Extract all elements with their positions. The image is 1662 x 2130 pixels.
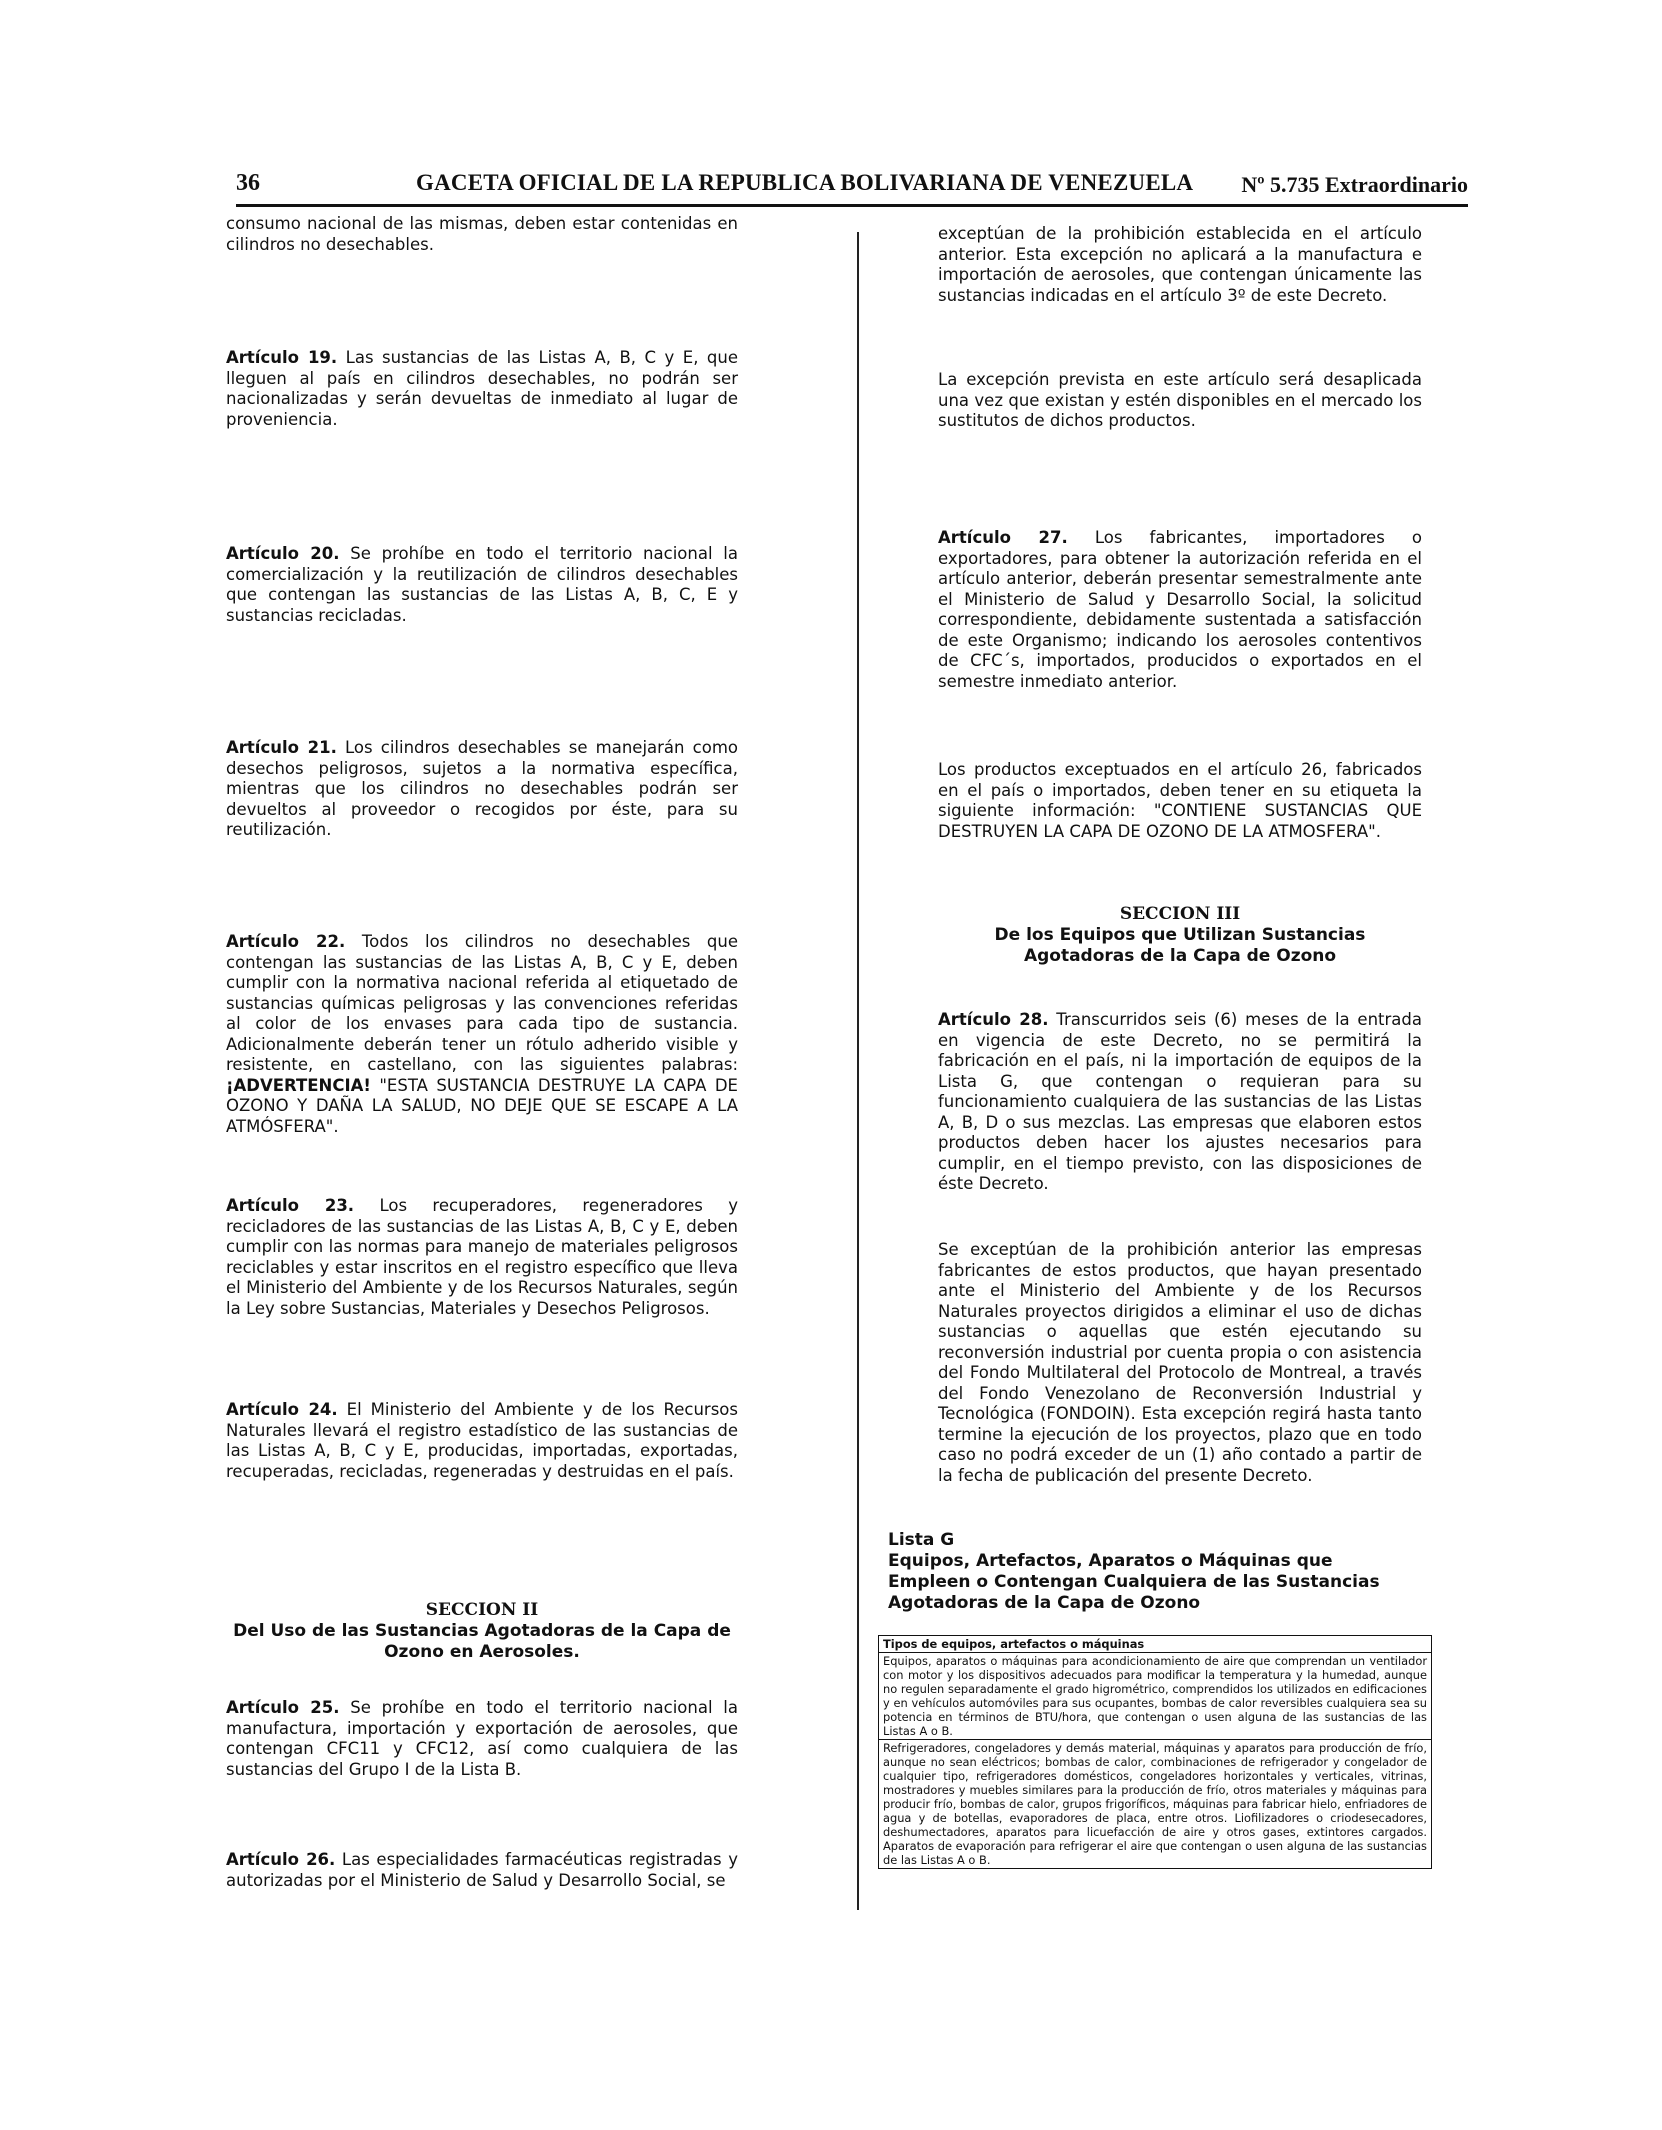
article-label: Artículo 23. (226, 1196, 355, 1215)
article-text: Los recuperadores, regeneradores y recicladores de las sustancias de las Listas A, B, C y E, deben cumplir con las normas para manejo de materiales peligrosos reciclables y estar inscritos en el registro específico que lleva el Ministerio del Ambiente y de los Recursos Naturales, según la Ley sobre Sustancias, Materiales y Desechos Peligrosos. (226, 1196, 738, 1318)
gazette-title: GACETA OFICIAL DE LA REPUBLICA BOLIVARIANA DE VENEZUELA (416, 170, 1194, 195)
article-text: Los fabricantes, importadores o exportadores, para obtener la autorización referida en el artículo anterior, deberán presentar semestralmente ante el Ministerio de Salud y Desarrollo Social, la solicitud correspondiente, debidamente sustentada a satisfacción de este Organismo; indicando los aerosoles contentivos de CFC´s, importados, producidos o exportados en el semestre inmediato anterior. (938, 528, 1422, 691)
continuation-paragraph: consumo nacional de las mismas, deben estar contenidas en cilindros no desechables. (226, 214, 738, 254)
article-20 (226, 544, 738, 626)
table-row: Equipos, aparatos o máquinas para acondicionamiento de aire que comprendan un ventilador con motor y los dispositivos adecuados para modificar la temperatura y la humedad, aunque no regulen separadamente el grado higrométrico, comprendidos los utilizados en edificaciones y en vehículos automóviles para sus ocupantes, bombas de calor reversibles cualquiera sea su potencia en términos de BTU/hora, que contengan o usen alguna de las sustancias de las Listas A o B. (883, 1654, 1427, 1738)
article-text: Las sustancias de las Listas A, B, C y E, que lleguen al país en cilindros desechables, no podrán ser nacionalizadas y serán devueltas de inmediato al lugar de proveniencia. (226, 348, 738, 429)
article-label: Artículo 24. (226, 1400, 338, 1419)
article-text: El Ministerio del Ambiente y de los Recursos Naturales llevará el registro estadístico de las sustancias de las Listas A, B, C y E, producidas, importadas, exportadas, recuperadas, recicladas, regeneradas y destruidas en el país. (226, 1400, 738, 1481)
lista-g-table (878, 1635, 1432, 1869)
article-text: Transcurridos seis (6) meses de la entrada en vigencia de este Decreto, no se permitirá la fabricación en el país, ni la importación de equipos de la Lista G, que contengan o requieran para su funcionamiento cualquiera de las sustancias de las Listas A, B, D o sus mezclas. Las empresas que elaboren estos productos deben hacer los ajustes necesarios para cumplir, en el tiempo previsto, con las disposiciones de éste Decreto. (938, 1010, 1422, 1193)
label-requirement-paragraph: Los productos exceptuados en el artículo 26, fabricados en el país o importados, deben tener en su etiqueta la siguiente información: "CONTIENE SUSTANCIAS QUE DESTRUYEN LA CAPA DE OZONO DE LA ATMOSFERA". (938, 760, 1422, 841)
article-19 (226, 348, 738, 430)
article-label: Artículo 22. (226, 932, 346, 951)
exemption-paragraph: Se exceptúan de la prohibición anterior las empresas fabricantes de estos productos, que hayan presentado ante el Ministerio del Ambiente y de los Recursos Naturales proyectos dirigidos a eliminar el uso de dichas sustancias o aquellas que estén ejecutando su reconversión industrial por cuenta propia o con asistencia del Fondo Multilateral del Protocolo de Montreal, a través del Fondo Venezolano de Reconversión Industrial y Tecnológica (FONDOIN). Esta excepción regirá hasta tanto termine la ejecución de los proyectos, plazo que en todo caso no podrá exceder de un (1) año contado a partir de la fecha de publicación del presente Decreto. (938, 1240, 1422, 1485)
article-label: Artículo 19. (226, 348, 338, 367)
article-text: Se prohíbe en todo el territorio nacional la comercialización y la reutilización de cilindros desechables que contengan las sustancias de las Listas A, B, C, E y sustancias recicladas. (226, 544, 738, 625)
warning-label: ¡ADVERTENCIA! (226, 1075, 371, 1095)
article-text: Todos los cilindros no desechables que contengan las sustancias de las Listas A, B, C y E, deben cumplir con la normativa nacional referida al etiquetado de sustancias químicas peligrosas y las convenciones referidas al color de los envases para cada tipo de sustancia. Adicionalmente deberán tener un rótulo adherido visible y resistente, en castellano, con las siguientes palabras: (226, 932, 738, 1074)
table-header: Tipos de equipos, artefactos o máquinas (879, 1636, 1431, 1653)
page-header (236, 170, 1468, 202)
article-label: Artículo 21. (226, 738, 337, 757)
section-number: SECCION III (1119, 904, 1241, 924)
article-27 (938, 528, 1422, 692)
header-rule (236, 204, 1468, 207)
article-label: Artículo 25. (226, 1698, 340, 1717)
table-row: Refrigeradores, congeladores y demás material, máquinas y aparatos para producción de frío, aunque no sean eléctricos; bombas de calor, combinaciones de refrigerador y congelador de cualquier tipo, refrigeradores domésticos, congeladores horizontales y verticales, vitrinas, mostradores y muebles similares para la producción de frío, otros materiales y máquinas para producir frío, bombas de calor, grupos frigoríficos, máquinas para fabricar hielo, enfriadores de agua y de botellas, evaporadores de placa, entre otros. Liofilizadores o criodesecadores, deshumectadores, aparatos para licuefacción de aire y otros gases, extintores cargados. Aparatos de evaporación para refrigerar el aire que contengan o usen alguna de las sustancias de las Listas A o B. (879, 1739, 1431, 1868)
article-text: Las especialidades farmacéuticas registradas y autorizadas por el Ministerio de Salud y Desarrollo Social, se (226, 1850, 738, 1890)
issue-number: Nº 5.735 Extraordinario (1241, 172, 1468, 197)
article-23 (226, 1196, 738, 1319)
article-28 (938, 1010, 1422, 1195)
article-label: Artículo 20. (226, 544, 340, 563)
lista-g-heading (888, 1530, 1408, 1614)
page-number: 36 (236, 170, 260, 196)
section-ii-heading (226, 1600, 738, 1663)
section-title: Del Uso de las Sustancias Agotadoras de la Capa de Ozono en Aerosoles. (233, 1621, 731, 1662)
article-label: Artículo 27. (938, 528, 1068, 547)
column-divider (857, 232, 859, 1910)
article-label: Artículo 26. (226, 1850, 336, 1869)
article-22 (226, 932, 738, 1137)
article-25 (226, 1698, 738, 1780)
article-24 (226, 1400, 738, 1482)
continuation-paragraph: exceptúan de la prohibición establecida en el artículo anterior. Esta excepción no aplicará a la manufactura e importación de aerosoles, que contengan únicamente las sustancias indicadas en el artículo 3º de este Decreto. (938, 224, 1422, 305)
lista-label: Lista G (888, 1530, 955, 1550)
warning-text: "ESTA SUSTANCIA DESTRUYE LA CAPA DE OZONO Y DAÑA LA SALUD, NO DEJE QUE SE ESCAPE A LA ATMÓSFERA". (226, 1075, 738, 1136)
lista-title: Equipos, Artefactos, Aparatos o Máquinas que Empleen o Contengan Cualquiera de las Sustancias Agotadoras de la Capa de Ozono (888, 1551, 1380, 1613)
section-iii-heading (938, 904, 1422, 967)
article-text: Los cilindros desechables se manejarán como desechos peligrosos, sujetos a la normativa específica, mientras que los cilindros no desechables podrán ser devueltos al proveedor o recogidos por éste, para su reutilización. (226, 738, 738, 839)
article-text: Se prohíbe en todo el territorio nacional la manufactura, importación y exportación de aerosoles, que contengan CFC11 y CFC12, así como cualquiera de las sustancias del Grupo I de la Lista B. (226, 1698, 738, 1779)
section-number: SECCION II (425, 1600, 539, 1620)
article-26 (226, 1850, 738, 1891)
article-21 (226, 738, 738, 841)
exception-paragraph: La excepción prevista en este artículo será desaplicada una vez que existan y estén disponibles en el mercado los sustitutos de dichos productos. (938, 370, 1422, 430)
section-title: De los Equipos que Utilizan Sustancias Agotadoras de la Capa de Ozono (994, 925, 1366, 966)
article-label: Artículo 28. (938, 1010, 1049, 1029)
